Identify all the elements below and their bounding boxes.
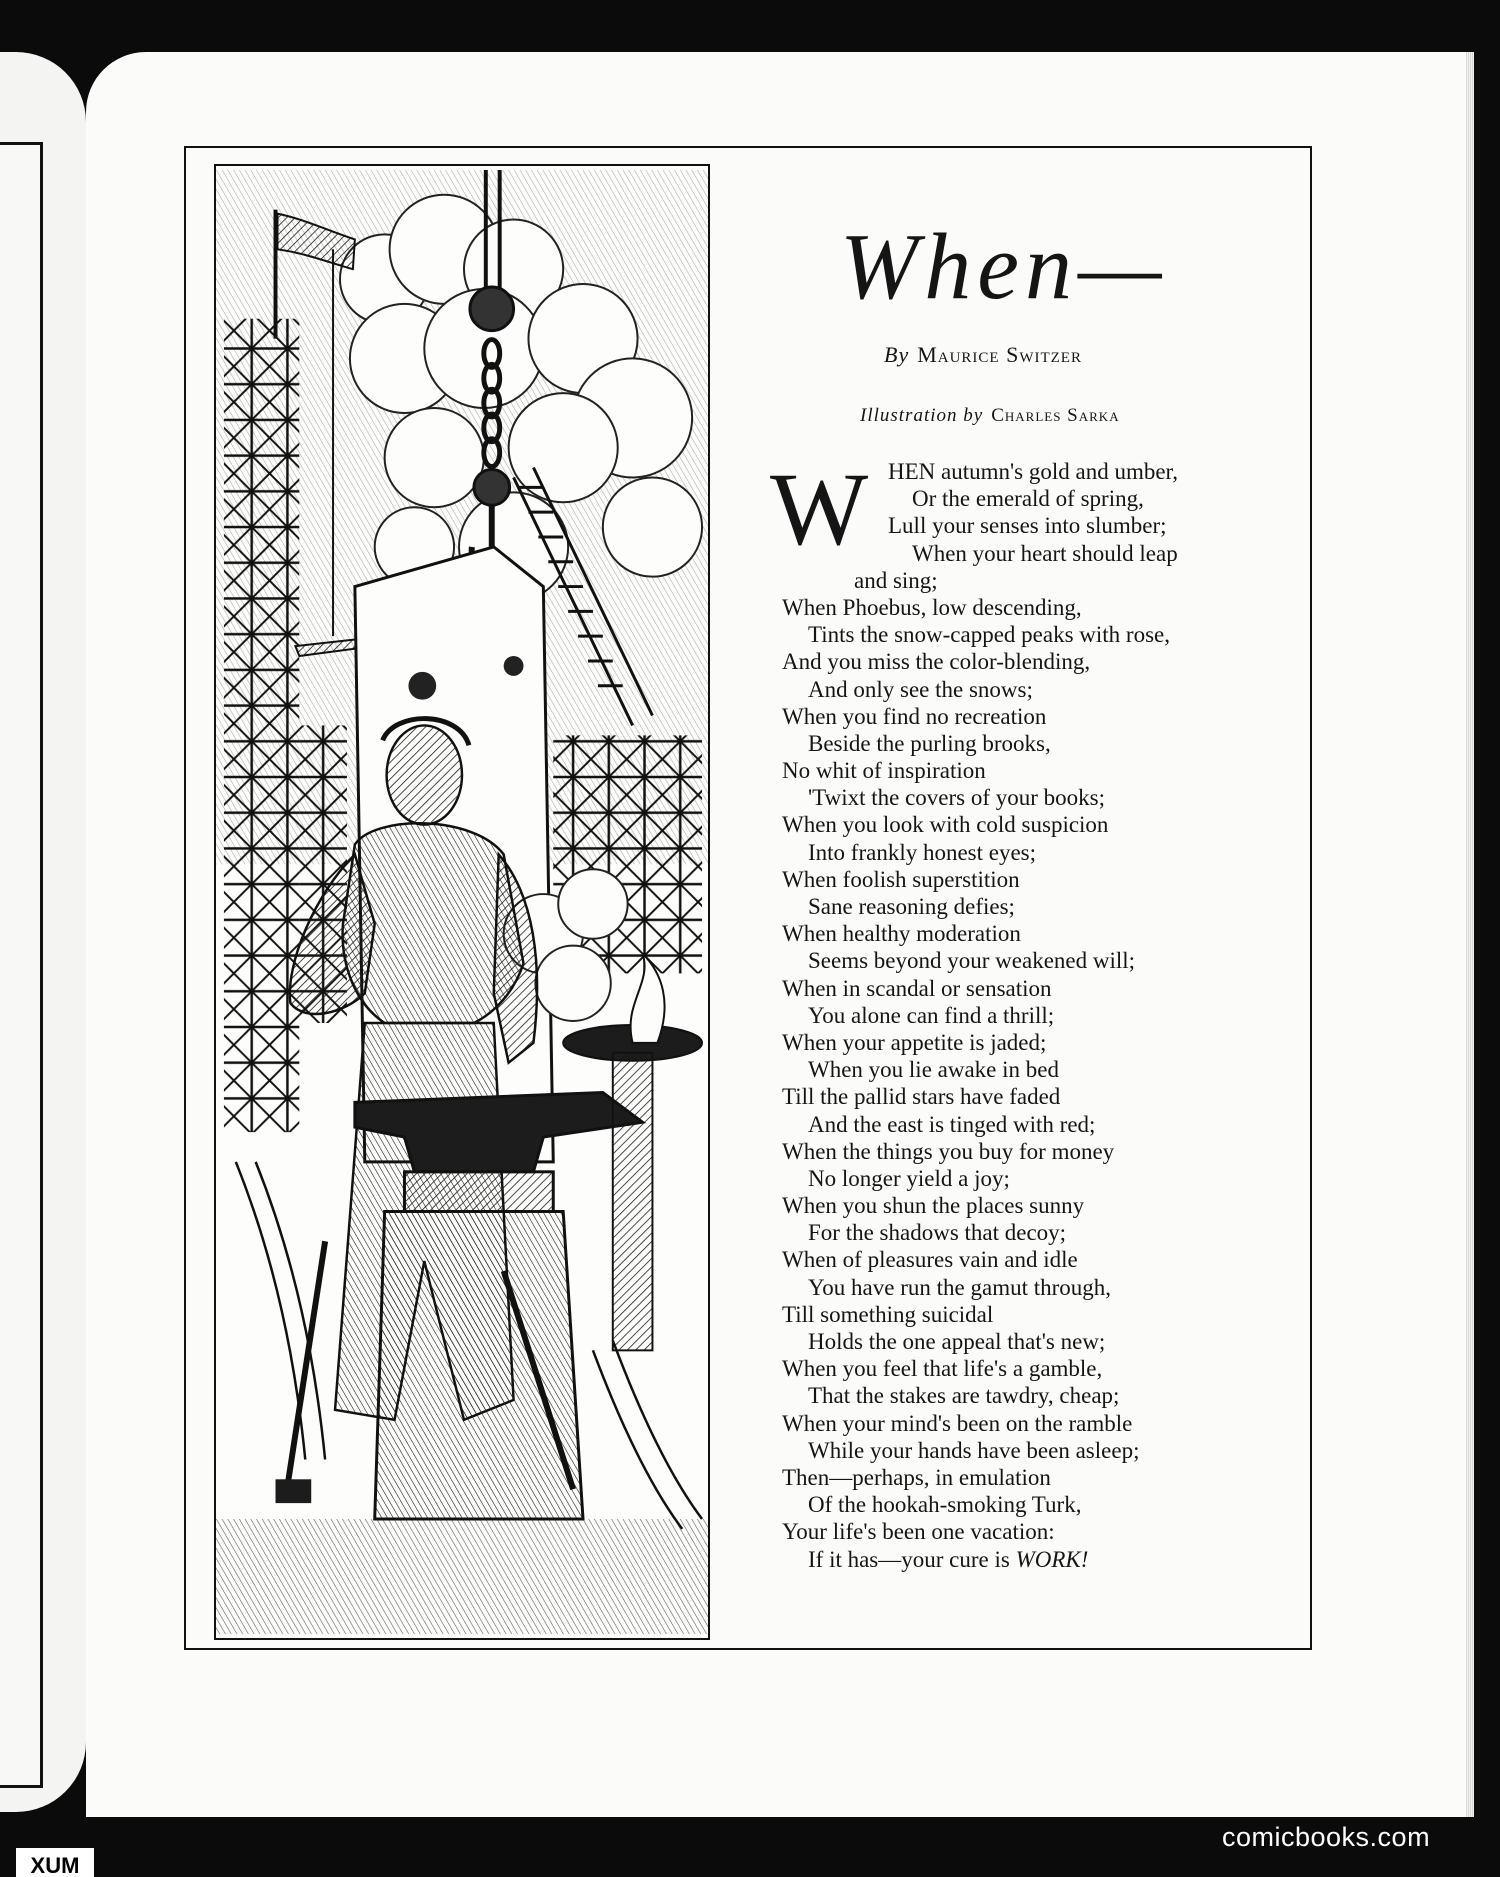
poem-line: When Phoebus, low descending, — [782, 594, 1082, 620]
poem-line: When your appetite is jaded; — [782, 1029, 1047, 1055]
poem-line: Of the hookah-smoking Turk, — [808, 1492, 1082, 1518]
poem-line: You alone can find a thrill; — [808, 1002, 1055, 1028]
poem-line: And the east is tinged with red; — [808, 1111, 1096, 1137]
author-name: Maurice Switzer — [917, 342, 1082, 367]
poem-line: Into frankly honest eyes; — [808, 839, 1037, 865]
poem-line: Beside the purling brooks, — [808, 730, 1051, 756]
poem-line: When of pleasures vain and idle — [782, 1247, 1078, 1273]
poem-line: And you miss the color-blending, — [782, 649, 1091, 675]
byline — [884, 342, 1082, 368]
poem-line: When your mind's been on the ramble — [782, 1410, 1133, 1436]
poem-emphasis-work: WORK! — [1015, 1546, 1089, 1572]
poem-line: Till something suicidal — [782, 1301, 994, 1327]
poem-last-line-text: If it has—your cure is — [808, 1546, 1010, 1572]
poem-line: When your heart should leap — [912, 540, 1178, 566]
poem-body — [762, 452, 1292, 1573]
illustration-credit — [860, 405, 1120, 427]
poem-line: When the things you buy for money — [782, 1138, 1115, 1164]
poem-line: While your hands have been asleep; — [808, 1437, 1140, 1463]
poem-line: That the stakes are tawdry, cheap; — [808, 1383, 1120, 1409]
poem-line: When you feel that life's a gamble, — [782, 1356, 1103, 1382]
left-page-edge — [0, 52, 86, 1812]
poem-line: Or the emerald of spring, — [912, 486, 1144, 512]
poem-line: and sing; — [854, 567, 938, 593]
drop-cap: W — [770, 452, 869, 567]
poem-line: Holds the one appeal that's new; — [808, 1329, 1106, 1354]
blacksmith-illustration — [214, 164, 710, 1640]
poem-line: When foolish superstition — [782, 866, 1020, 892]
poem-line: When healthy moderation — [782, 921, 1021, 947]
blacksmith-illustration-drawing — [216, 166, 708, 1638]
credit-prefix: Illustration by — [860, 405, 984, 426]
poem-line: And only see the snows; — [808, 676, 1033, 702]
poem-line: When you look with cold suspicion — [782, 812, 1109, 838]
illustrator-name: Charles Sarka — [991, 405, 1120, 426]
poem-line: When in scandal or sensation — [782, 975, 1052, 1001]
poem-line: HEN autumn's gold and umber, — [888, 459, 1179, 484]
poem-line: You have run the gamut through, — [808, 1274, 1112, 1300]
poem-line: Till the pallid stars have faded — [782, 1084, 1061, 1110]
poem-line: Lull your senses into slumber; — [888, 513, 1167, 539]
poem-line: No longer yield a joy; — [808, 1165, 1010, 1191]
poem-line: For the shadows that decoy; — [808, 1220, 1067, 1246]
page-stack-edge — [1466, 52, 1474, 1817]
poem-line: When you shun the places sunny — [782, 1193, 1085, 1219]
left-page-column — [0, 142, 43, 1788]
poem-line: When you find no recreation — [782, 703, 1047, 729]
poem-line: Then—perhaps, in emulation — [782, 1464, 1051, 1490]
corner-tag: XUM — [16, 1848, 94, 1877]
watermark: comicbooks.com — [1222, 1822, 1431, 1852]
article-title: When— — [840, 215, 1168, 319]
poem-line: Tints the snow-capped peaks with rose, — [808, 622, 1170, 648]
poem-line: Seems beyond your weakened will; — [808, 948, 1136, 974]
poem-line: Your life's been one vacation: — [782, 1519, 1055, 1545]
poem-line: No whit of inspiration — [782, 758, 986, 784]
poem-line: When you lie awake in bed — [808, 1057, 1059, 1083]
byline-prefix: By — [884, 342, 910, 367]
poem-last-line — [762, 1546, 1292, 1573]
poem-line: 'Twixt the covers of your books; — [808, 785, 1106, 811]
poem-line: Sane reasoning defies; — [808, 894, 1015, 919]
